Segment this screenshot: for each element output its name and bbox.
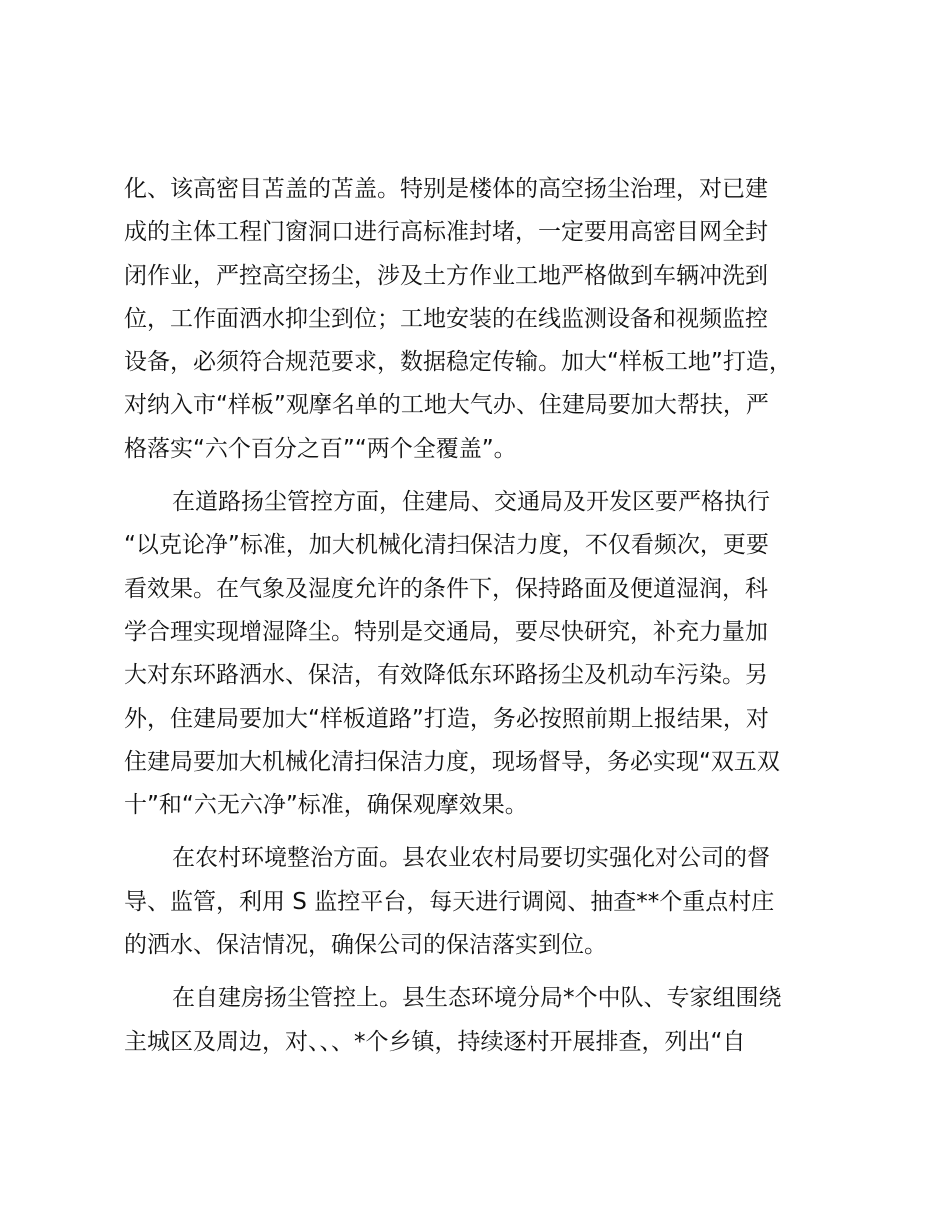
text-line: 十”和“六无六净”标准，确保观摩效果。 [124,792,528,819]
text-line: 的洒水、保洁情况，确保公司的保洁落实到位。 [124,932,607,959]
text-line: 住建局要加大机械化清扫保洁力度，现场督导，务必实现“双五双 [124,748,780,775]
document-body [124,168,844,1064]
paragraph-self-built-housing [124,977,844,1064]
text-line: 格落实“六个百分之百”“两个全覆盖”。 [124,435,517,462]
text-line: 在道路扬尘管控方面，住建局、交通局及开发区要严格执行 [172,489,770,516]
paragraph-road-dust-control [124,481,844,827]
text-line: 闭作业，严控高空扬尘，涉及土方作业工地严格做到车辆冲洗到 [124,262,768,289]
text-line: 位，工作面洒水抑尘到位；工地安装的在线监测设备和视频监控 [124,305,768,332]
text-line: 主城区及周边，对、、、*个乡镇，持续逐村开展排查，列出“自 [124,1028,746,1055]
text-line: 大对东环路洒水、保洁，有效降低东环路扬尘及机动车污染。另 [124,662,768,689]
text-line: 设备，必须符合规范要求，数据稳定传输。加大“样板工地”打造， [124,349,792,376]
text-line: 外，住建局要加大“样板道路”打造，务必按照前期上报结果，对 [124,705,769,732]
text-line: 成的主体工程门窗洞口进行高标准封堵，一定要用高密目网全封 [124,219,768,246]
text-line: 化、该高密目苫盖的苫盖。特别是楼体的高空扬尘治理，对已建 [124,176,768,202]
text-line: “以克论净”标准，加大机械化清扫保洁力度，不仅看频次，更要 [124,532,769,559]
paragraph-construction-site-dust [124,168,844,471]
text-line: 导、监管，利用 S 监控平台，每天进行调阅、抽查**个重点村庄 [124,888,775,915]
text-line: 学合理实现增湿降尘。特别是交通局，要尽快研究，补充力量加 [124,618,768,645]
paragraph-rural-environment [124,837,844,967]
text-line: 在农村环境整治方面。县农业农村局要切实强化对公司的督 [172,845,770,872]
text-line: 在自建房扬尘管控上。县生态环境分局*个中队、专家组围绕 [172,985,782,1012]
text-line: 看效果。在气象及湿度允许的条件下，保持路面及便道湿润，科 [124,575,768,602]
text-line: 对纳入市“样板”观摩名单的工地大气办、住建局要加大帮扶，严 [124,392,769,419]
